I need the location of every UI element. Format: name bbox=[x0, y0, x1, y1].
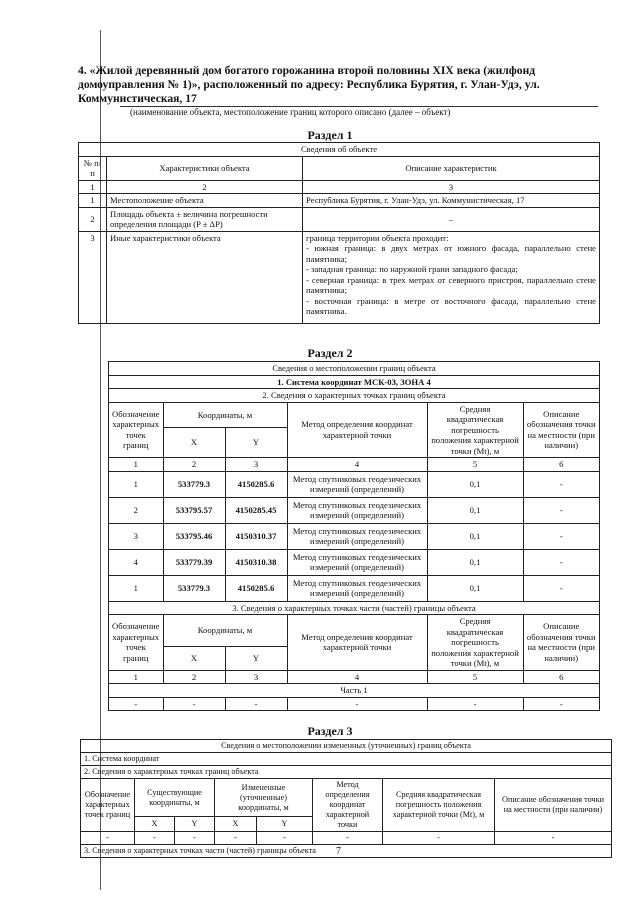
coord-x: 533795.46 bbox=[163, 523, 225, 549]
coord-y: 4150310.38 bbox=[225, 549, 287, 575]
object-subnote: (наименование объекта, местоположение границ которого описано (далее – объект) bbox=[130, 107, 451, 117]
page-number: 7 bbox=[336, 846, 341, 857]
point-description: - bbox=[523, 523, 600, 549]
empty-cell: - bbox=[215, 832, 257, 845]
empty-cell: - bbox=[81, 832, 135, 845]
col-number: 4 bbox=[287, 458, 427, 472]
empty-cell: - bbox=[287, 697, 427, 711]
header-changed-coords: Измененные (уточненные) координаты, м bbox=[215, 779, 313, 817]
table-row bbox=[109, 697, 600, 711]
point-id: 2 bbox=[109, 497, 164, 523]
subsection-title: 2. Сведения о характерных точках границ объекта bbox=[109, 389, 600, 403]
col-number: 4 bbox=[287, 670, 427, 684]
error-value: 0,1 bbox=[427, 575, 523, 601]
col-number: 1 bbox=[109, 458, 164, 472]
object-title: 4. «Жилой деревянный дом богатого горожанина второй половины XIX века (жилфонд домоуправления № 1)», расположенный по адресу: Республика Бурятия, г. Улан-Удэ, ул. Коммунистическая, 17 bbox=[78, 64, 540, 105]
table-row bbox=[109, 549, 600, 575]
coord-y: 4150285.6 bbox=[225, 471, 287, 497]
coord-x: 533779.3 bbox=[163, 471, 225, 497]
error-value: 0,1 bbox=[427, 523, 523, 549]
table-caption: Сведения о местоположении измененных (уточненных) границ объекта bbox=[81, 740, 612, 753]
row-number: 1 bbox=[79, 194, 107, 208]
header-point: Обозначение характерных точек границ bbox=[81, 779, 135, 832]
header-error: Средняя квадратическая погрешность положения характерной точки (Mt), м bbox=[427, 402, 523, 458]
error-value: 0,1 bbox=[427, 471, 523, 497]
coord-x: 533779.3 bbox=[163, 575, 225, 601]
header-description: Описание обозначения точки на местности (при наличии) bbox=[523, 615, 600, 671]
header-x: X bbox=[135, 817, 175, 832]
header-method: Метод определения координат характерной точки bbox=[287, 615, 427, 671]
table-row bbox=[79, 207, 600, 231]
section-1-heading: Раздел 1 bbox=[307, 128, 353, 142]
header-existing-coords: Существующие координаты, м bbox=[135, 779, 215, 817]
point-id: 1 bbox=[109, 575, 164, 601]
header-y: Y bbox=[175, 817, 215, 832]
table-row bbox=[109, 471, 600, 497]
col-number: 6 bbox=[523, 458, 600, 472]
table-row bbox=[79, 194, 600, 208]
description-line: - западная граница: по наружной грани западного фасада; bbox=[306, 264, 518, 274]
row-description: Республика Бурятия, г. Улан-Удэ, ул. Коммунистическая, 17 bbox=[303, 194, 600, 208]
empty-cell: - bbox=[175, 832, 215, 845]
coord-y: 4150310.37 bbox=[225, 523, 287, 549]
header-error: Средняя квадратическая погрешность положения характерной точки (Mt), м bbox=[427, 615, 523, 671]
col-number: 1 bbox=[109, 670, 164, 684]
point-id: 4 bbox=[109, 549, 164, 575]
header-description: Описание обозначения точки на местности (при наличии) bbox=[495, 779, 612, 832]
col-number: 2 bbox=[163, 458, 225, 472]
col-number: 3 bbox=[225, 458, 287, 472]
coord-x: 533779.39 bbox=[163, 549, 225, 575]
section-2-heading: Раздел 2 bbox=[307, 346, 353, 360]
row-characteristic: Площадь объекта ± величина погрешности определения площади (P ± ΔP) bbox=[107, 207, 303, 231]
col-number: 5 bbox=[427, 458, 523, 472]
col-number: 1 bbox=[79, 180, 107, 194]
col-number: 6 bbox=[523, 670, 600, 684]
row-number: 2 bbox=[79, 207, 107, 231]
subsection-title: 3. Сведения о характерных точках части (частей) границы объекта bbox=[109, 601, 600, 615]
header-y: Y bbox=[257, 817, 313, 832]
empty-cell: - bbox=[163, 697, 225, 711]
coord-y: 4150285.45 bbox=[225, 497, 287, 523]
table-caption: Сведения об объекте bbox=[79, 143, 600, 157]
col-number: 3 bbox=[225, 670, 287, 684]
header-method: Метод определения координат характерной точки bbox=[313, 779, 383, 832]
method: Метод спутниковых геодезических измерений (определений) bbox=[287, 523, 427, 549]
header-x: X bbox=[163, 428, 225, 458]
section-2-table bbox=[108, 361, 600, 711]
header-coordinates: Координаты, м bbox=[163, 615, 287, 647]
header-x: X bbox=[215, 817, 257, 832]
header-x: X bbox=[163, 646, 225, 670]
empty-cell: - bbox=[383, 832, 495, 845]
table-row bbox=[109, 575, 600, 601]
table-caption: Сведения о местоположении границ объекта bbox=[109, 362, 600, 376]
error-value: 0,1 bbox=[427, 497, 523, 523]
table-row bbox=[79, 231, 600, 323]
header-method: Метод определения координат характерной точки bbox=[287, 402, 427, 458]
section-1-table bbox=[78, 142, 600, 324]
coord-x: 533795.57 bbox=[163, 497, 225, 523]
row-characteristic: Иные характеристики объекта bbox=[107, 231, 303, 323]
header-y: Y bbox=[225, 428, 287, 458]
header-y: Y bbox=[225, 646, 287, 670]
description-line: - восточная граница: в метре от восточного фасада, параллельно стене памятника. bbox=[306, 295, 596, 316]
empty-cell: - bbox=[109, 697, 164, 711]
error-value: 0,1 bbox=[427, 549, 523, 575]
empty-cell: - bbox=[225, 697, 287, 711]
subsection-title: 2. Сведения о характерных точках границ объекта bbox=[81, 766, 612, 779]
point-description: - bbox=[523, 497, 600, 523]
header-characteristic: Характеристики объекта bbox=[107, 156, 303, 180]
method: Метод спутниковых геодезических измерений (определений) bbox=[287, 497, 427, 523]
col-number: 5 bbox=[427, 670, 523, 684]
section-3-table bbox=[80, 739, 612, 858]
empty-cell: - bbox=[427, 697, 523, 711]
col-number: 3 bbox=[303, 180, 600, 194]
coord-y: 4150285.6 bbox=[225, 575, 287, 601]
table-row bbox=[81, 832, 612, 845]
empty-cell: - bbox=[135, 832, 175, 845]
header-description: Описание обозначения точки на местности (при наличии) bbox=[523, 402, 600, 458]
point-description: - bbox=[523, 471, 600, 497]
point-id: 3 bbox=[109, 523, 164, 549]
point-description: - bbox=[523, 575, 600, 601]
header-coordinates: Координаты, м bbox=[163, 402, 287, 428]
empty-cell: - bbox=[313, 832, 383, 845]
method: Метод спутниковых геодезических измерений (определений) bbox=[287, 549, 427, 575]
row-characteristic: Местоположение объекта bbox=[107, 194, 303, 208]
empty-cell: - bbox=[495, 832, 612, 845]
coordinate-system: 1. Система координат bbox=[81, 753, 612, 766]
subsection-title: 3. Сведения о характерных точках части (частей) границы объекта bbox=[81, 845, 612, 858]
part-label: Часть 1 bbox=[109, 684, 600, 698]
row-description: – bbox=[303, 207, 600, 231]
description-line: граница территории объекта проходит: bbox=[306, 232, 449, 243]
coordinate-system: 1. Система координат МСК-03, ЗОНА 4 bbox=[109, 375, 600, 389]
header-description: Описание характеристик bbox=[303, 156, 600, 180]
table-row bbox=[109, 523, 600, 549]
table-row bbox=[109, 497, 600, 523]
section-3-heading: Раздел 3 bbox=[307, 724, 353, 738]
description-line: - южная граница: в двух метрах от южного фасада, параллельно стене памятника; bbox=[306, 243, 596, 264]
method: Метод спутниковых геодезических измерений (определений) bbox=[287, 575, 427, 601]
point-description: - bbox=[523, 549, 600, 575]
empty-cell: - bbox=[257, 832, 313, 845]
col-number: 2 bbox=[107, 180, 303, 194]
row-number: 3 bbox=[79, 231, 107, 323]
method: Метод спутниковых геодезических измерений (определений) bbox=[287, 471, 427, 497]
header-num: № п/п bbox=[79, 156, 107, 180]
header-point: Обозначение характерных точек границ bbox=[109, 615, 164, 671]
col-number: 2 bbox=[163, 670, 225, 684]
header-point: Обозначение характерных точек границ bbox=[109, 402, 164, 458]
row-description bbox=[303, 231, 600, 323]
empty-cell: - bbox=[523, 697, 600, 711]
header-error: Средняя квадратическая погрешность положения характерной точки (Mt), м bbox=[383, 779, 495, 832]
point-id: 1 bbox=[109, 471, 164, 497]
description-line: - северная граница: в трех метрах от северного пристроя, параллельно стене памятника; bbox=[306, 274, 596, 295]
